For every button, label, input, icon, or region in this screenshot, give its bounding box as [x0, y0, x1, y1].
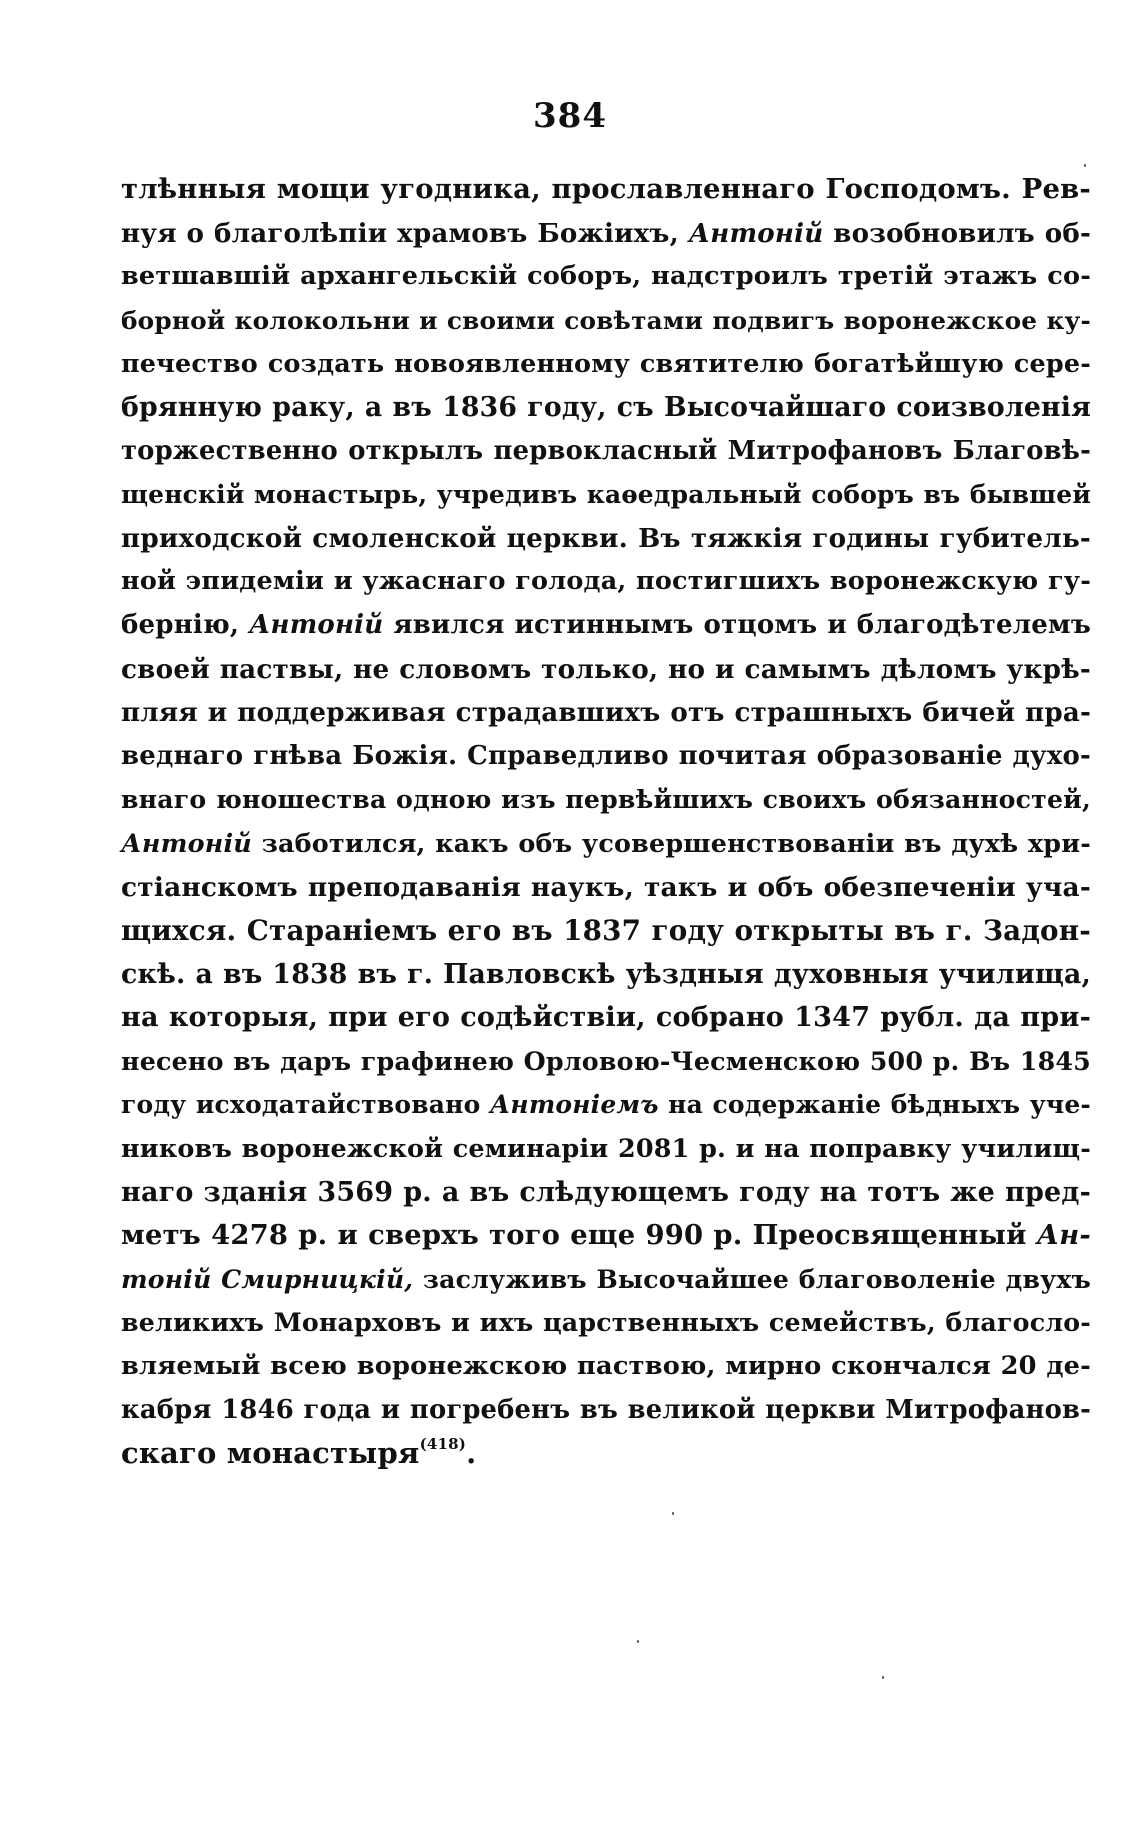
text-line — [121, 909, 1091, 953]
text-span: на которыя, при его содѣйствіи, собрано 1347 рубл. да при- — [121, 1002, 1091, 1034]
text-line — [121, 1171, 1091, 1215]
text-line — [121, 1345, 1091, 1389]
text-span: брянную раку, а въ 1836 году, съ Высочайшаго соизволенія — [121, 391, 1091, 423]
text-line — [121, 604, 1091, 648]
text-span: заслуживъ Высочайшее благоволеніе двухъ — [413, 1263, 1091, 1294]
text-span: . — [466, 1436, 477, 1471]
text-line — [121, 866, 1091, 910]
print-speck — [672, 1512, 674, 1515]
text-line — [121, 386, 1091, 430]
page-number: 384 — [533, 96, 607, 136]
text-line — [121, 517, 1091, 561]
text-span: своей паствы, не словомъ только, но и самымъ дѣломъ укрѣ- — [121, 653, 1091, 685]
text-span: году исходатайствовано — [121, 1090, 490, 1120]
text-line — [121, 1301, 1091, 1345]
body-text — [121, 168, 1091, 1476]
footnote-ref: (418) — [419, 1435, 467, 1454]
text-span: приходской смоленской церкви. Въ тяжкія годины губитель- — [121, 522, 1091, 554]
text-span: ной эпидеміи и ужаснаго голода, постигшихъ воронежскую гу- — [121, 566, 1091, 597]
print-speck — [1084, 164, 1086, 167]
text-span: наго зданія 3569 р. а въ слѣдующемъ году на тотъ же пред- — [121, 1176, 1091, 1208]
text-span: скѣ. а въ 1838 въ г. Павловскѣ уѣздныя духовныя училища, — [121, 958, 1091, 990]
text-span: тлѣнныя мощи угодника, прославленнаго Господомъ. Рев- — [121, 173, 1091, 205]
text-span: внаго юношества одною изъ первѣйшихъ своихъ обязанностей, — [121, 784, 1091, 815]
text-span: печество создать новоявленному святителю богатѣйшую сере- — [121, 348, 1091, 379]
text-line — [121, 299, 1091, 343]
text-span: на содержаніе бѣдныхъ уче- — [658, 1090, 1091, 1120]
text-span: нуя о благолѣпіи храмовъ Божіихъ, — [121, 217, 689, 249]
text-span: великихъ Монарховъ и ихъ царственныхъ семействъ, благосло- — [121, 1307, 1091, 1338]
text-line — [121, 778, 1091, 822]
text-line — [121, 996, 1091, 1040]
text-span: метъ 4278 р. и сверхъ того еще 990 р. Преосвященный — [121, 1219, 1037, 1252]
text-span: ветшавшій архангельскій соборъ, надстроилъ третій этажъ со- — [121, 261, 1091, 292]
text-line — [121, 342, 1091, 386]
text-line — [121, 212, 1091, 256]
text-line — [121, 822, 1091, 866]
text-line — [121, 648, 1091, 692]
text-line — [121, 691, 1091, 735]
text-span: вляемый всею воронежскою паствою, мирно скончался 20 де- — [121, 1351, 1091, 1382]
text-line — [121, 953, 1091, 997]
text-span: пляя и поддерживая страдавшихъ отъ страшныхъ бичей пра- — [121, 697, 1091, 729]
text-span: заботился, какъ объ усовершенствованіи въ духѣ хри- — [251, 827, 1091, 858]
print-speck — [637, 1640, 639, 1643]
text-span: несено въ даръ графинею Орловою-Чесменскою 500 р. Въ 1845 — [121, 1045, 1091, 1076]
italic-name: Антоній — [249, 609, 384, 640]
text-line — [121, 1214, 1091, 1258]
text-line — [121, 473, 1091, 517]
italic-name: Ан- — [1036, 1219, 1091, 1252]
text-span: явился истиннымъ отцомъ и благодѣтелемъ — [383, 609, 1091, 640]
text-span: никовъ воронежской семинаріи 2081 р. и на поправку училищ- — [121, 1133, 1091, 1164]
italic-name: Антоній — [688, 217, 824, 249]
text-line — [121, 735, 1091, 779]
italic-name: Антоній — [121, 827, 252, 858]
text-span: щенскій монастырь, учредивъ каѳедральный соборъ въ бывшей — [121, 480, 1091, 510]
text-line — [121, 1127, 1091, 1171]
text-line — [121, 1040, 1091, 1084]
print-speck — [882, 1676, 884, 1679]
text-line — [121, 168, 1091, 212]
text-span: веднаго гнѣва Божія. Справедливо почитая образованіе духо- — [121, 740, 1091, 771]
text-span: борной колокольни и своими совѣтами подвигъ воронежское ку- — [121, 305, 1091, 335]
text-span: щихся. Стараніемъ его въ 1837 году открыты въ г. Задон- — [121, 914, 1091, 948]
text-span: торжественно открылъ первокласный Митрофановъ Благовѣ- — [121, 435, 1091, 466]
text-span: бернію, — [121, 609, 250, 640]
italic-name: Антоніемъ — [489, 1090, 659, 1120]
text-span: возобновилъ об- — [823, 217, 1091, 249]
text-line — [121, 560, 1091, 604]
text-line — [121, 1083, 1091, 1127]
italic-name: тоній Смирницкій, — [121, 1263, 414, 1294]
text-line — [121, 1432, 1091, 1476]
text-line — [121, 1389, 1091, 1433]
text-line — [121, 1258, 1091, 1302]
text-span: кабря 1846 года и погребенъ въ великой церкви Митрофанов- — [121, 1394, 1091, 1425]
text-line — [121, 430, 1091, 474]
text-span: скаго монастыря — [121, 1436, 420, 1471]
text-span: стіанскомъ преподаванія наукъ, такъ и объ обезпеченіи уча- — [121, 871, 1091, 903]
text-line — [121, 255, 1091, 299]
